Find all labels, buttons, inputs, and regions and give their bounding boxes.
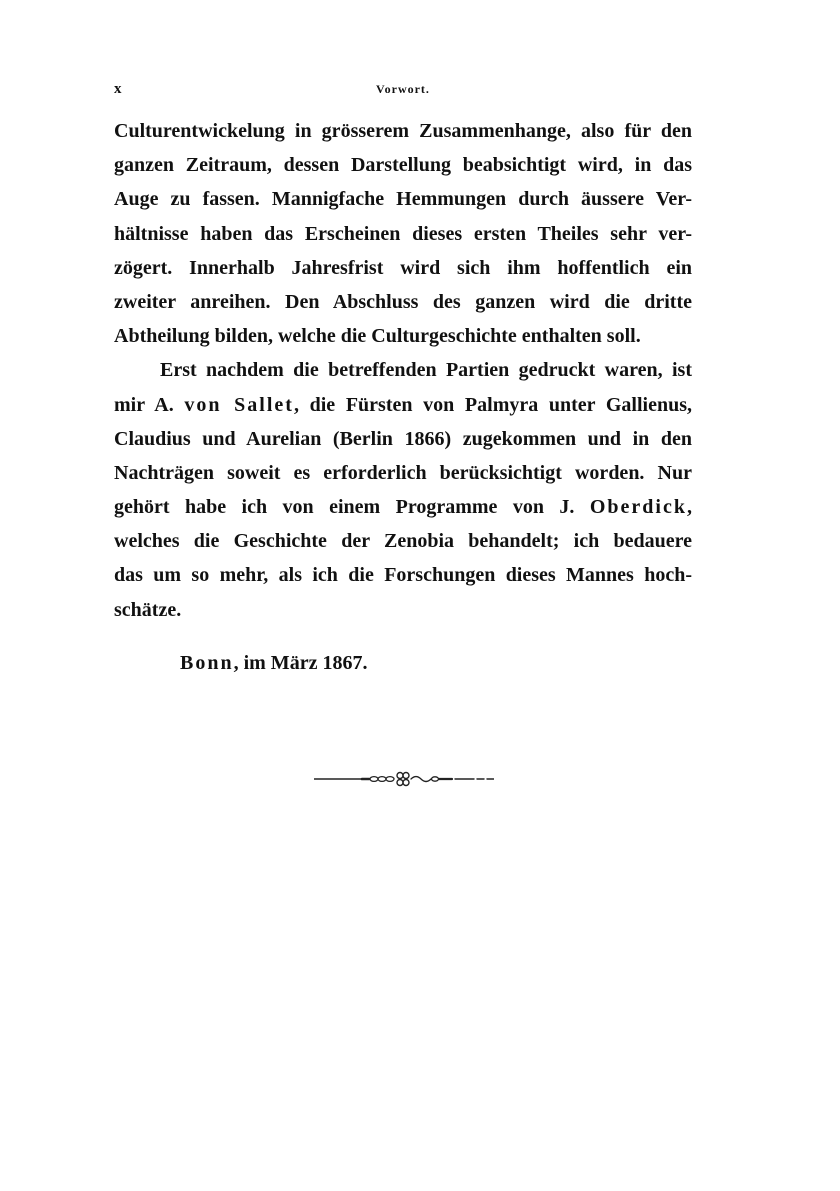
page-number: x — [114, 81, 122, 97]
signature-place: Bonn — [180, 652, 234, 674]
page-header — [114, 80, 692, 98]
spaced-name: von Sallet — [184, 393, 294, 416]
paragraph-2 — [114, 353, 692, 627]
text-line: Culturentwickelung in grösserem Zusammenhange, also für den — [114, 120, 692, 142]
text-fragment: gehört habe ich von einem Programme von J. — [114, 496, 590, 519]
signature-date: , im März 1867. — [233, 652, 368, 674]
text-line: hältnisse haben das Erscheinen dieses ersten Theiles sehr ver- — [114, 222, 692, 245]
text-line: welches die Geschichte der Zenobia behandelt; ich bedauere — [114, 530, 692, 553]
text-line: ganzen Zeitraum, dessen Darstellung beabsichtigt wird, in das — [114, 154, 692, 177]
text-line — [114, 490, 692, 524]
body-text — [114, 114, 692, 627]
text-fragment: , — [687, 496, 692, 519]
text-line: zweiter anreihen. Den Abschluss des ganzen wird die dritte — [114, 290, 692, 313]
text-line: Auge zu fassen. Mannigfache Hemmungen durch äussere Ver- — [114, 188, 692, 211]
text-line: Erst nachdem die betreffenden Partien gedruckt waren, ist — [160, 359, 692, 382]
text-line: das um so mehr, als ich die Forschungen dieses Mannes hoch- — [114, 564, 692, 587]
text-line — [114, 388, 692, 422]
text-fragment: mir A. — [114, 393, 185, 416]
text-line: zögert. Innerhalb Jahresfrist wird sich ihm hoffentlich ein — [114, 256, 692, 279]
paragraph-1 — [114, 114, 692, 353]
text-line: schätze. — [114, 598, 182, 621]
signature-line — [180, 646, 367, 680]
text-line: Nachträgen soweit es erforderlich berücksichtigt worden. Nur — [114, 461, 692, 484]
text-fragment: , die Fürsten von Palmyra unter Gallienus, — [293, 393, 692, 416]
text-line: Claudius und Aurelian (Berlin 1866) zugekommen und in den — [114, 427, 692, 450]
spaced-name: Oberdick — [589, 496, 687, 519]
running-title: Vorwort. — [376, 82, 430, 96]
text-line: Abtheilung bilden, welche die Culturgeschichte enthalten soll. — [114, 325, 641, 348]
end-of-section-ornament — [314, 771, 494, 787]
